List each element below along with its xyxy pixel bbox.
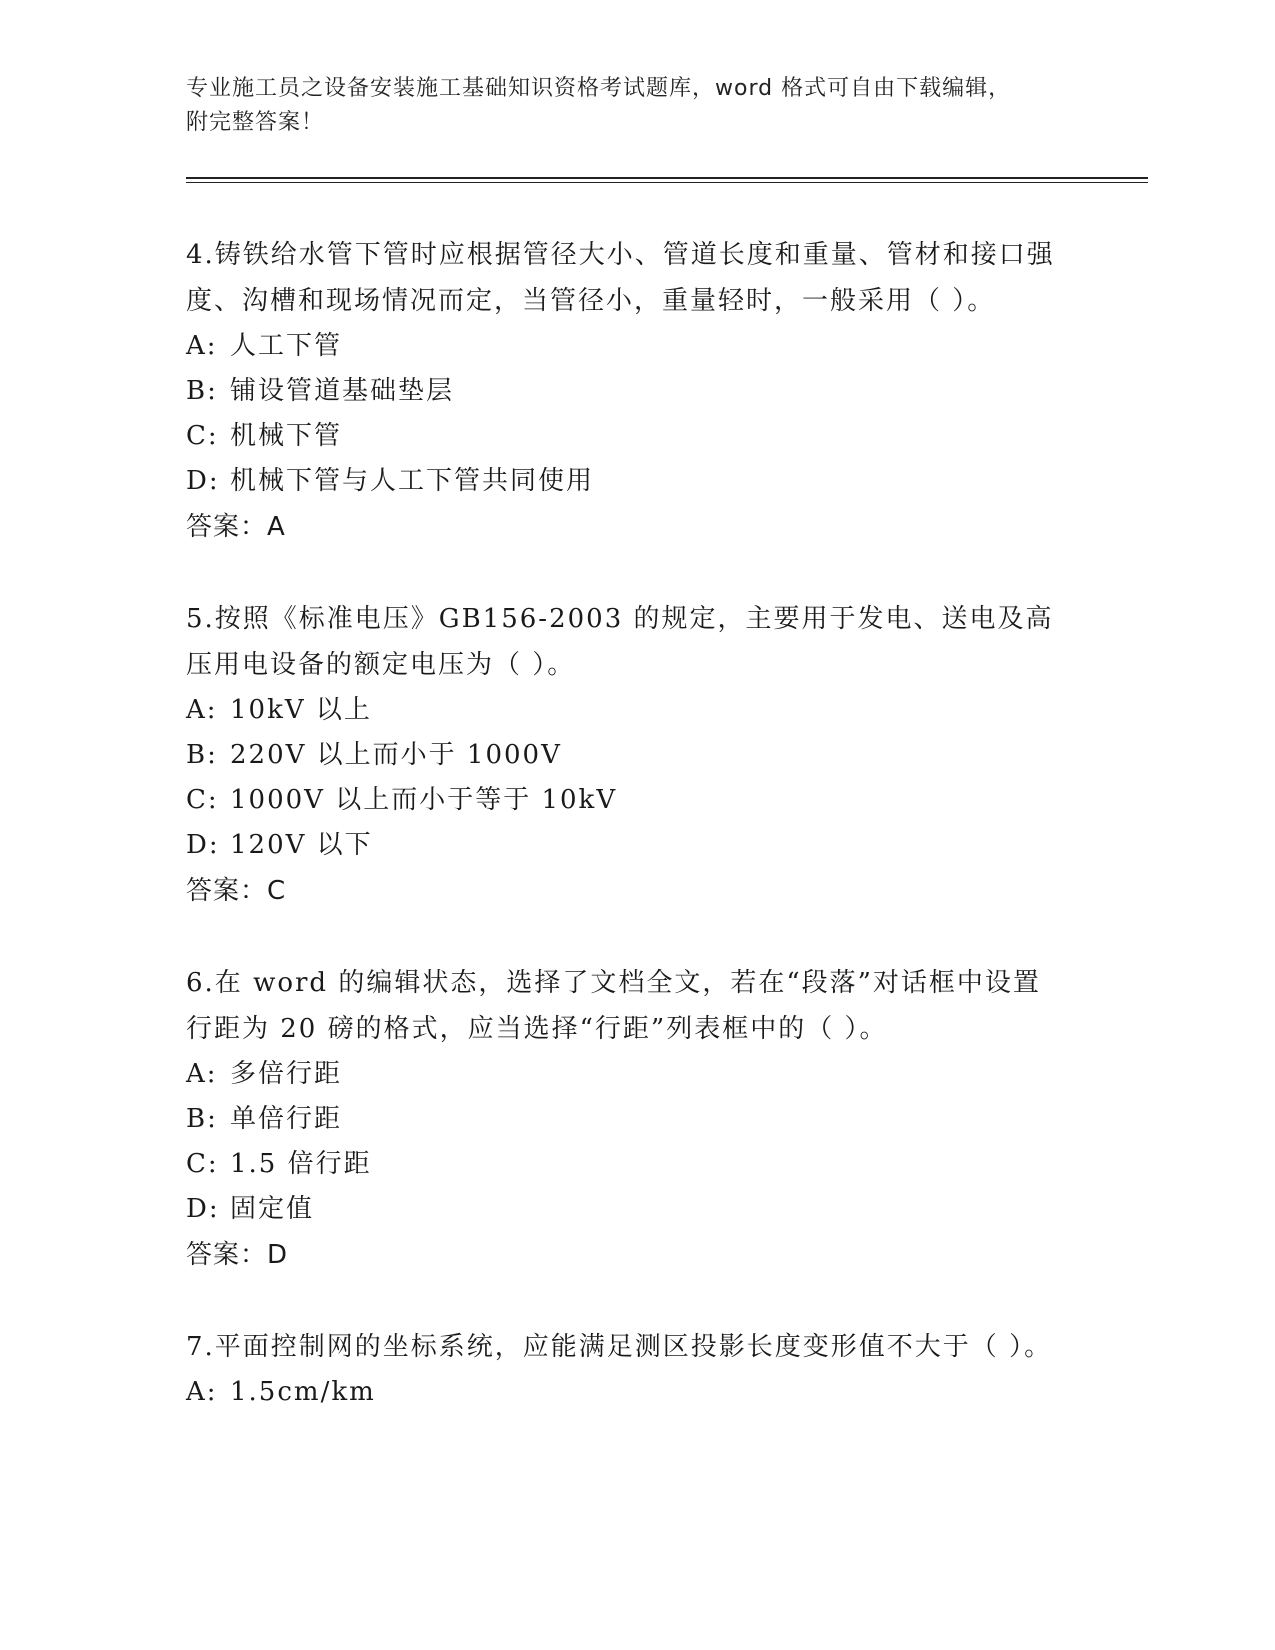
option-text: 铺设管道基础垫层	[230, 376, 455, 406]
option-letter: B:	[186, 376, 218, 406]
option-letter: A:	[186, 1059, 218, 1089]
answer-line: 答案：A	[186, 512, 286, 542]
option-letter: C:	[186, 1149, 219, 1179]
header-divider-thin	[186, 182, 1148, 183]
option-d	[186, 1187, 1086, 1232]
option-text: 1.5 倍行距	[230, 1149, 372, 1179]
option-letter: D:	[186, 1194, 220, 1224]
question-stem: 4.铸铁给水管下管时应根据管径大小、管道长度和重量、管材和接口强度、沟槽和现场情况而定，当管径小，重量轻时，一般采用（ ）。	[186, 240, 1055, 316]
question-item	[186, 596, 1086, 914]
option-text: 1000V 以上而小于等于 10kV	[230, 785, 618, 815]
option-letter: A:	[186, 331, 218, 361]
question-stem: 7.平面控制网的坐标系统，应能满足测区投影长度变形值不大于（ ）。	[186, 1332, 1053, 1362]
header-line-1: 专业施工员之设备安装施工基础知识资格考试题库，word 格式可自由下载编辑，	[186, 76, 1012, 101]
option-text: 10kV 以上	[230, 695, 372, 725]
option-b	[186, 1097, 1086, 1142]
option-d	[186, 823, 1086, 868]
option-letter: B:	[186, 1104, 218, 1134]
option-a	[186, 1052, 1086, 1097]
document-header	[186, 72, 1086, 140]
question-item	[186, 1324, 1086, 1415]
option-a	[186, 688, 1086, 733]
option-text: 单倍行距	[230, 1104, 343, 1134]
option-d	[186, 459, 1086, 504]
question-list	[186, 232, 1086, 1461]
question-stem: 5.按照《标准电压》GB156-2003 的规定，主要用于发电、送电及高压用电设备的额定电压为（ ）。	[186, 604, 1054, 680]
option-text: 人工下管	[230, 331, 343, 361]
option-letter: B:	[186, 740, 218, 770]
option-c	[186, 1142, 1086, 1187]
question-item	[186, 960, 1086, 1278]
option-c	[186, 414, 1086, 459]
option-text: 多倍行距	[230, 1059, 343, 1089]
header-divider-thick	[186, 177, 1148, 179]
option-b	[186, 369, 1086, 414]
option-b	[186, 733, 1086, 778]
option-text: 1.5cm/km	[230, 1377, 376, 1407]
option-letter: C:	[186, 421, 219, 451]
option-text: 220V 以上而小于 1000V	[230, 740, 562, 770]
option-a	[186, 324, 1086, 369]
option-letter: A:	[186, 1377, 218, 1407]
option-letter: A:	[186, 695, 218, 725]
option-letter: C:	[186, 785, 219, 815]
option-text: 固定值	[230, 1194, 315, 1224]
answer-line: 答案：C	[186, 876, 287, 906]
option-letter: D:	[186, 830, 220, 860]
option-text: 机械下管	[230, 421, 343, 451]
option-a	[186, 1370, 1086, 1415]
option-letter: D:	[186, 466, 220, 496]
question-stem: 6.在 word 的编辑状态，选择了文档全文，若在“段落”对话框中设置行距为 20 磅的格式，应当选择“行距”列表框中的（ ）。	[186, 968, 1041, 1044]
question-item	[186, 232, 1086, 550]
answer-line: 答案：D	[186, 1240, 289, 1270]
header-line-2: 附完整答案！	[186, 110, 325, 135]
option-text: 120V 以下	[230, 830, 373, 860]
option-c	[186, 778, 1086, 823]
option-text: 机械下管与人工下管共同使用	[230, 466, 595, 496]
